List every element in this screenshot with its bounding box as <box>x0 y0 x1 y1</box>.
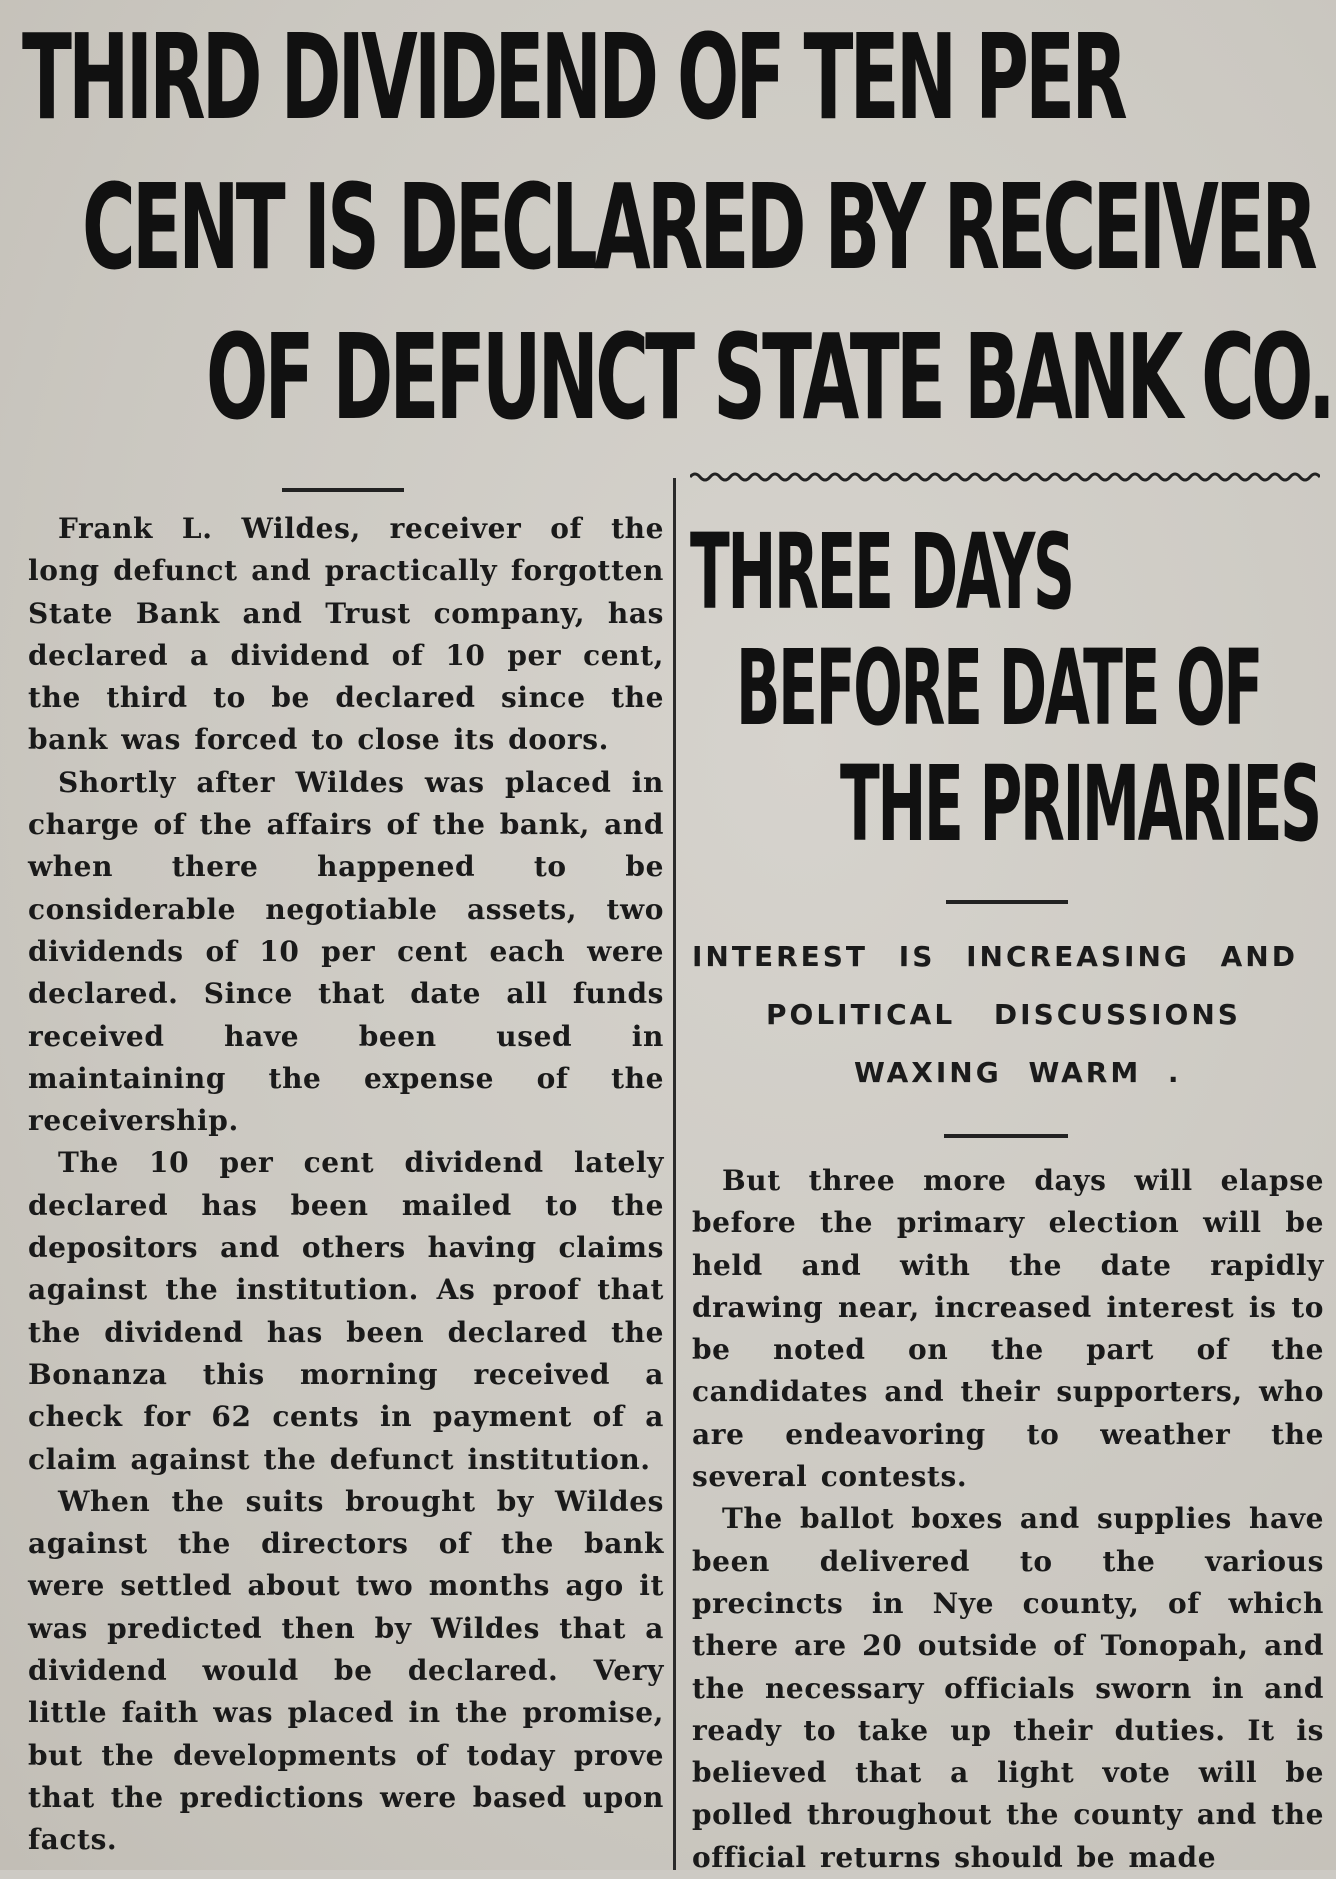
left-article-body <box>28 488 664 1862</box>
column-divider <box>673 478 676 1870</box>
right-article-body <box>692 1160 1324 1879</box>
article-paragraph: Shortly after Wildes was placed in charge of the affairs of the bank, and when there happened to be considerable negotiable assets, two dividends of 10 per cent each were declared. Since that date all funds received have been used in maintaining the expense of the receivership. <box>28 765 664 1138</box>
deck-line-2: POLITICAL DISCUSSIONS <box>766 998 1241 1031</box>
deck-line-1: INTEREST IS INCREASING AND <box>692 940 1298 973</box>
deck-rule <box>944 1134 1068 1138</box>
headline-line-3: OF DEFUNCT STATE BANK CO. <box>206 308 1333 446</box>
article-paragraph: The 10 per cent dividend lately declared has been mailed to the depositors and others having claims against the institution. As proof that the dividend has been declared the Bonanza this morning received a check for 62 cents in payment of a claim against the defunct institution. <box>28 1146 664 1476</box>
headline-line-1: THIRD DIVIDEND OF TEN PER <box>22 8 1124 146</box>
article-paragraph: Frank L. Wildes, receiver of the long defunct and practically forgotten State Bank and Trust company, has declared a dividend of 10 per cent, the third to be declared since the bank was forced to close its doors. <box>28 512 664 757</box>
article-paragraph: The ballot boxes and supplies have been delivered to the various precincts in Nye county, of which there are 20 outside of Tonopah, and the necessary officials sworn in and ready to take up their duties. It is believed that a light vote will be polled throughout the county and the official returns should be made <box>692 1502 1324 1874</box>
wavy-rule <box>690 470 1320 484</box>
subhead-rule <box>946 900 1068 904</box>
subhead-line-1: THREE DAYS <box>690 511 1073 633</box>
subhead-line-2: BEFORE DATE OF <box>736 627 1261 749</box>
headline-line-2: CENT IS DECLARED BY RECEIVER <box>82 158 1314 296</box>
deck-line-3: WAXING WARM . <box>854 1056 1182 1089</box>
article-paragraph: But three more days will elapse before the primary election will be held and with the date rapidly drawing near, increased interest is to be noted on the part of the candidates and their supporters, who are endeavoring to weather the several contests. <box>692 1164 1324 1494</box>
subhead-line-3: THE PRIMARIES <box>840 743 1320 865</box>
article-paragraph: When the suits brought by Wildes against the directors of the bank were settled about two months ago it was predicted then by Wildes that a dividend would be declared. Very little faith was placed in the promise, but the developments of today prove that the predictions were based upon facts. <box>28 1484 664 1857</box>
